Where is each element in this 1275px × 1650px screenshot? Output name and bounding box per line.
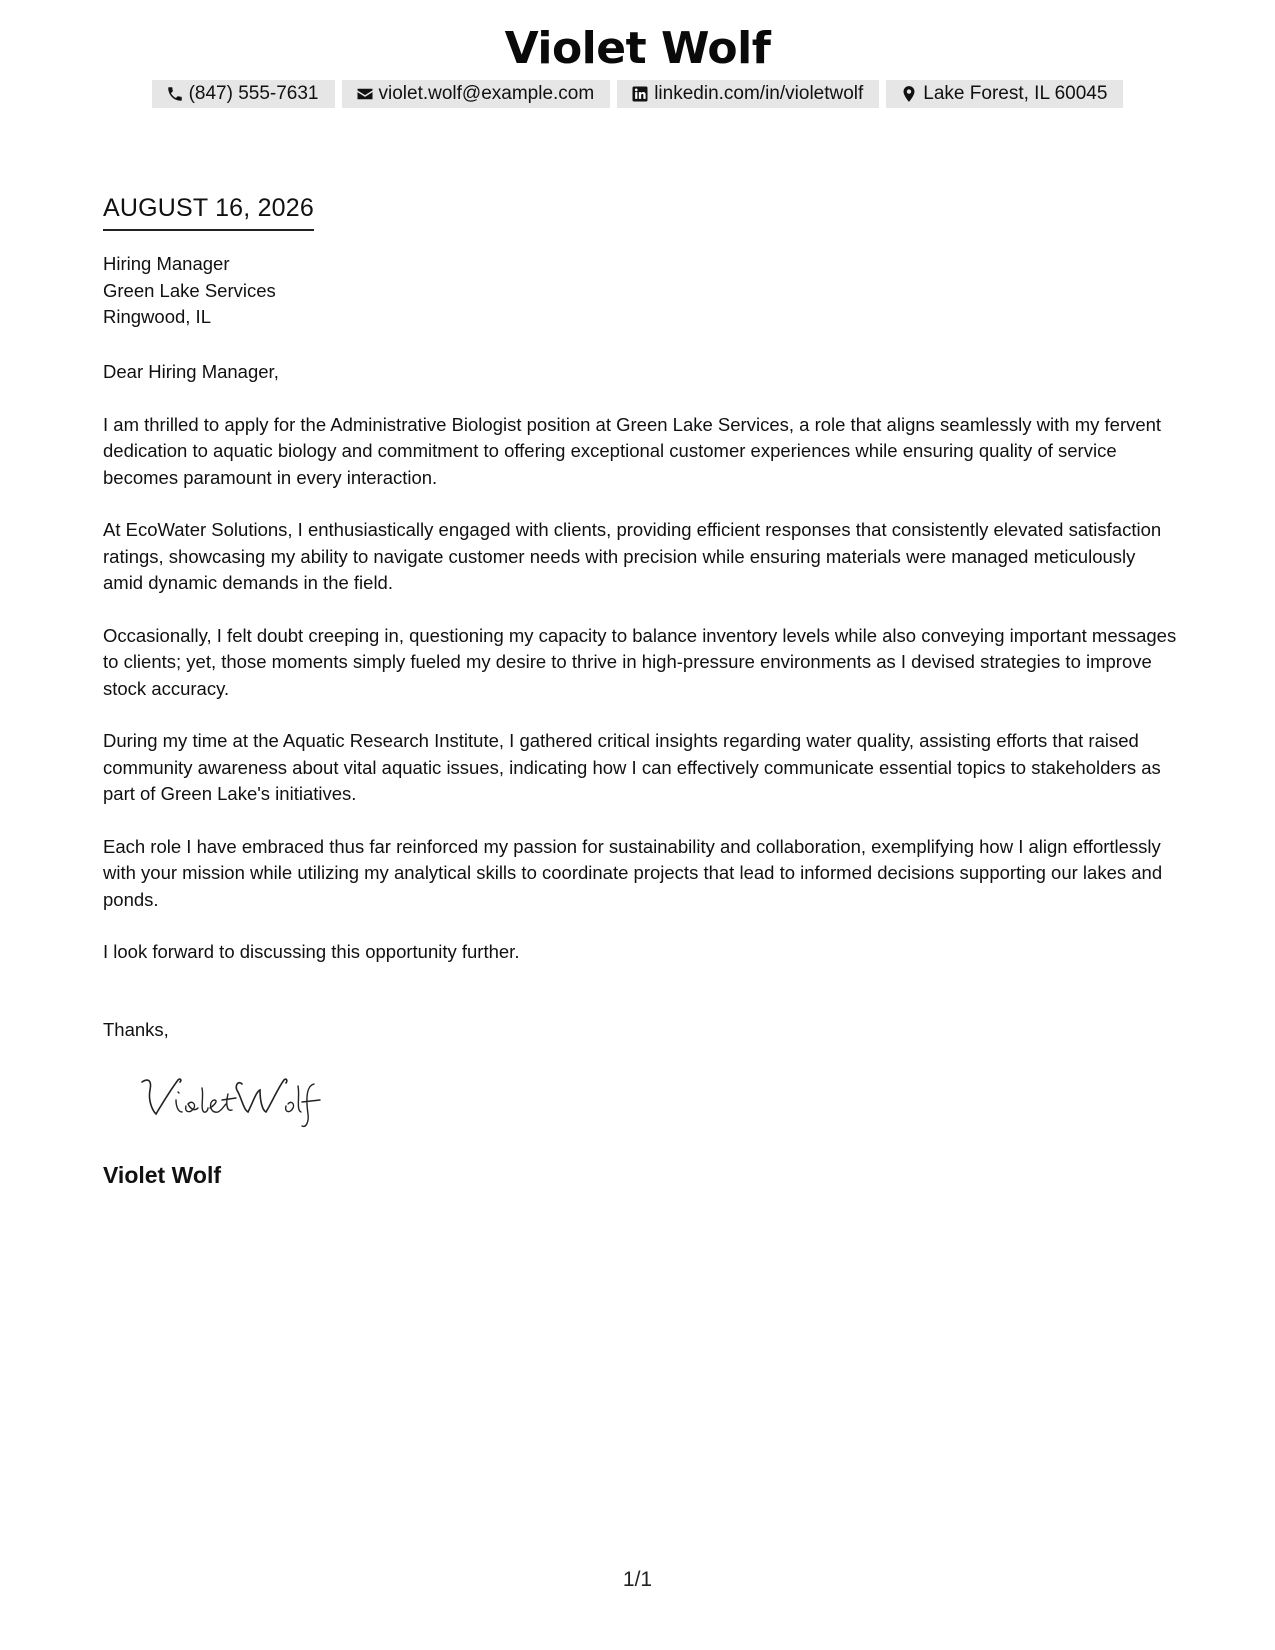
body-paragraph: Occasionally, I felt doubt creeping in, questioning my capacity to balance inventory levels while also conveying important messages to clients; yet, those moments simply fueled my desire to thrive in high-pressure environments as I devised strategies to improve stock accuracy. xyxy=(103,624,1177,699)
contact-phone xyxy=(152,80,335,108)
recipient-block xyxy=(103,251,276,331)
contact-location xyxy=(886,80,1123,108)
body-paragraph: I am thrilled to apply for the Administrative Biologist position at Green Lake Services, a role that aligns seamlessly with my fervent dedication to aquatic biology and commitment to offering exceptional customer experiences while ensuring quality of service becomes paramount in every interaction. xyxy=(103,413,1162,488)
body-paragraph: During my time at the Aquatic Research Institute, I gathered critical insights regarding water quality, assisting efforts that raised community awareness about vital aquatic issues, indicating how I can effectively communicate essential topics to stakeholders as part of Green Lake's initiatives. xyxy=(103,730,1161,804)
contact-linkedin xyxy=(617,80,879,108)
recipient-title: Hiring Manager xyxy=(103,253,230,274)
signer-name: Violet Wolf xyxy=(103,1162,221,1188)
salutation: Dear Hiring Manager, xyxy=(103,361,279,382)
linkedin-icon xyxy=(631,85,649,103)
envelope-icon xyxy=(356,85,374,103)
contact-linkedin-text: linkedin.com/in/violetwolf xyxy=(654,83,864,104)
body-paragraph: At EcoWater Solutions, I enthusiastically engaged with clients, providing efficient responses that consistently elevated satisfaction ratings, showcasing my ability to navigate customer needs with precision while ensuring materials were managed meticulously amid dynamic demands in the field. xyxy=(103,519,1162,593)
recipient-location: Ringwood, IL xyxy=(103,306,211,327)
letter-body xyxy=(103,359,1178,992)
body-paragraph: I look forward to discussing this opportunity further. xyxy=(103,941,520,962)
page-number: 1/1 xyxy=(622,1568,653,1591)
closing: Thanks, xyxy=(103,1019,169,1040)
contact-bar xyxy=(0,80,1275,108)
applicant-name: Violet Wolf xyxy=(504,23,771,74)
contact-email-text: violet.wolf@example.com xyxy=(378,83,595,104)
body-paragraph: Each role I have embraced thus far reinforced my passion for sustainability and collaboration, exemplifying how I align effortlessly with your mission while utilizing my analytical skills to coordinate projects that lead to informed decisions supporting our lakes and ponds. xyxy=(103,835,1163,910)
letter-date: AUGUST 16, 2026 xyxy=(103,193,314,231)
map-pin-icon xyxy=(900,85,918,103)
recipient-company: Green Lake Services xyxy=(103,279,276,301)
contact-phone-text: (847) 555-7631 xyxy=(188,83,319,104)
handwritten-signature xyxy=(138,1070,328,1130)
phone-icon xyxy=(166,85,184,103)
contact-location-text: Lake Forest, IL 60045 xyxy=(923,83,1108,104)
contact-email xyxy=(342,80,611,108)
